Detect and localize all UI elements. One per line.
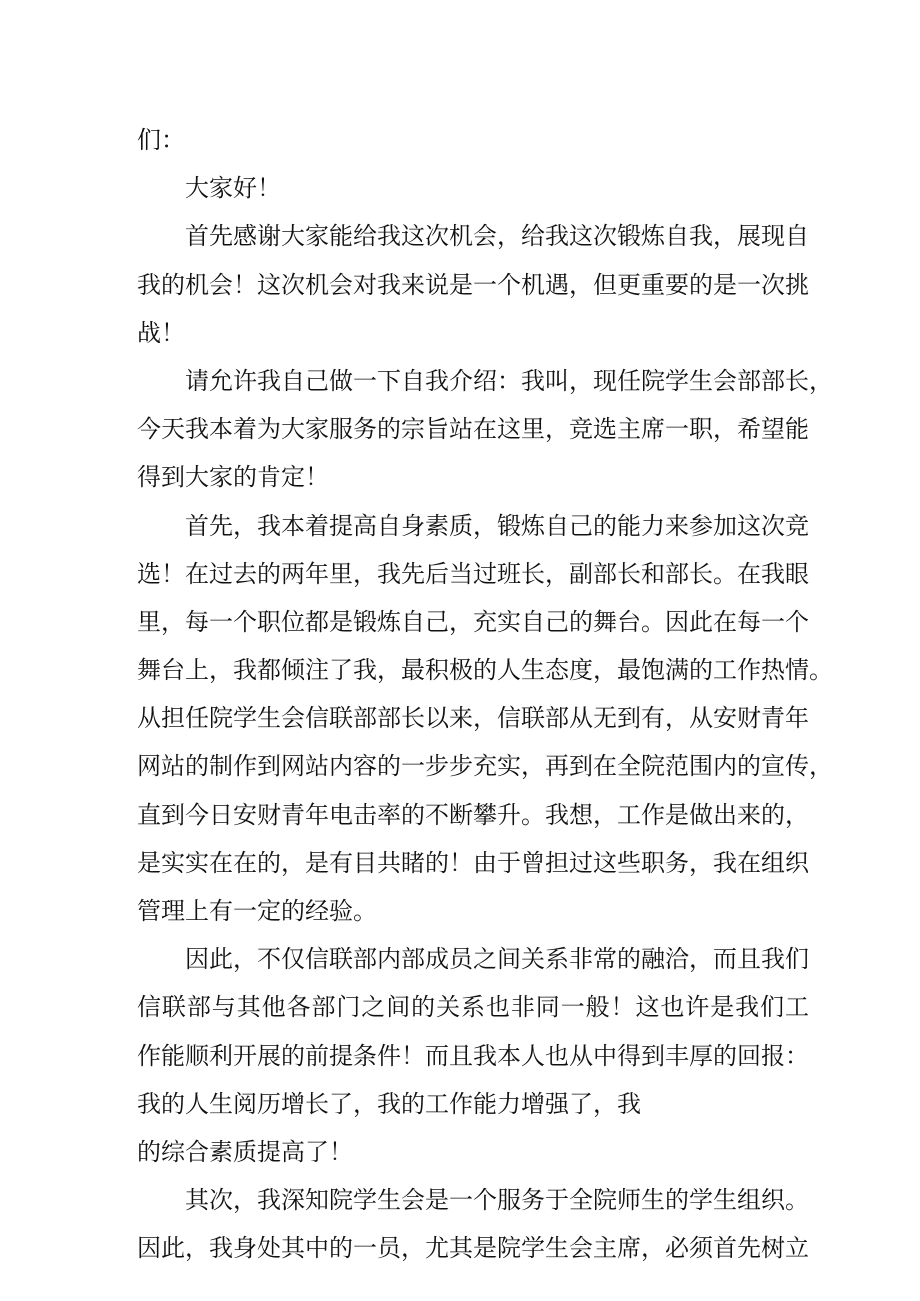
text-line: 作能顺利开展的前提条件！而且我本人也从中得到丰厚的回报： [137, 1041, 809, 1070]
text-line: 今天我本着为大家服务的宗旨站在这里，竞选主席一职，希望能 [137, 415, 809, 444]
text-line: 的综合素质提高了！ [137, 1137, 353, 1166]
text-line: 请允许我自己做一下自我介绍：我叫，现任院学生会部部长， [185, 366, 833, 395]
text-line: 选！在过去的两年里，我先后当过班长，副部长和部长。在我眼 [137, 559, 809, 588]
text-line: 首先感谢大家能给我这次机会，给我这次锻炼自我，展现自 [185, 222, 809, 251]
text-line: 我的机会！这次机会对我来说是一个机遇，但更重要的是一次挑 [137, 270, 809, 299]
text-line: 舞台上，我都倾注了我，最积极的人生态度，最饱满的工作热情。 [137, 656, 833, 685]
text-line: 首先，我本着提高自身素质，锻炼自己的能力来参加这次竞 [185, 511, 809, 540]
text-line: 大家好！ [185, 174, 281, 203]
text-line: 因此，我身处其中的一员，尤其是院学生会主席，必须首先树立 [137, 1234, 809, 1263]
text-line: 战！ [137, 318, 185, 347]
document-body [137, 116, 833, 1273]
text-line: 得到大家的肯定！ [137, 463, 329, 492]
text-line: 因此，不仅信联部内部成员之间关系非常的融洽，而且我们 [185, 945, 809, 974]
text-line: 从担任院学生会信联部部长以来，信联部从无到有，从安财青年 [137, 704, 809, 733]
text-line: 其次，我深知院学生会是一个服务于全院师生的学生组织。 [185, 1186, 809, 1215]
text-line: 我的人生阅历增长了，我的工作能力增强了，我 [137, 1089, 641, 1118]
text-line: 管理上有一定的经验。 [137, 897, 377, 925]
text-line: 信联部与其他各部门之间的关系也非同一般！这也许是我们工 [137, 993, 809, 1022]
text-line: 网站的制作到网站内容的一步步充实，再到在全院范围内的宣传， [137, 752, 833, 781]
text-line: 们： [137, 126, 185, 154]
text-line: 里，每一个职位都是锻炼自己，充实自己的舞台。因此在每一个 [137, 607, 809, 636]
text-line: 是实实在在的，是有目共睹的！由于曾担过这些职务，我在组织 [137, 848, 809, 877]
text-line: 直到今日安财青年电击率的不断攀升。我想，工作是做出来的， [137, 800, 809, 829]
